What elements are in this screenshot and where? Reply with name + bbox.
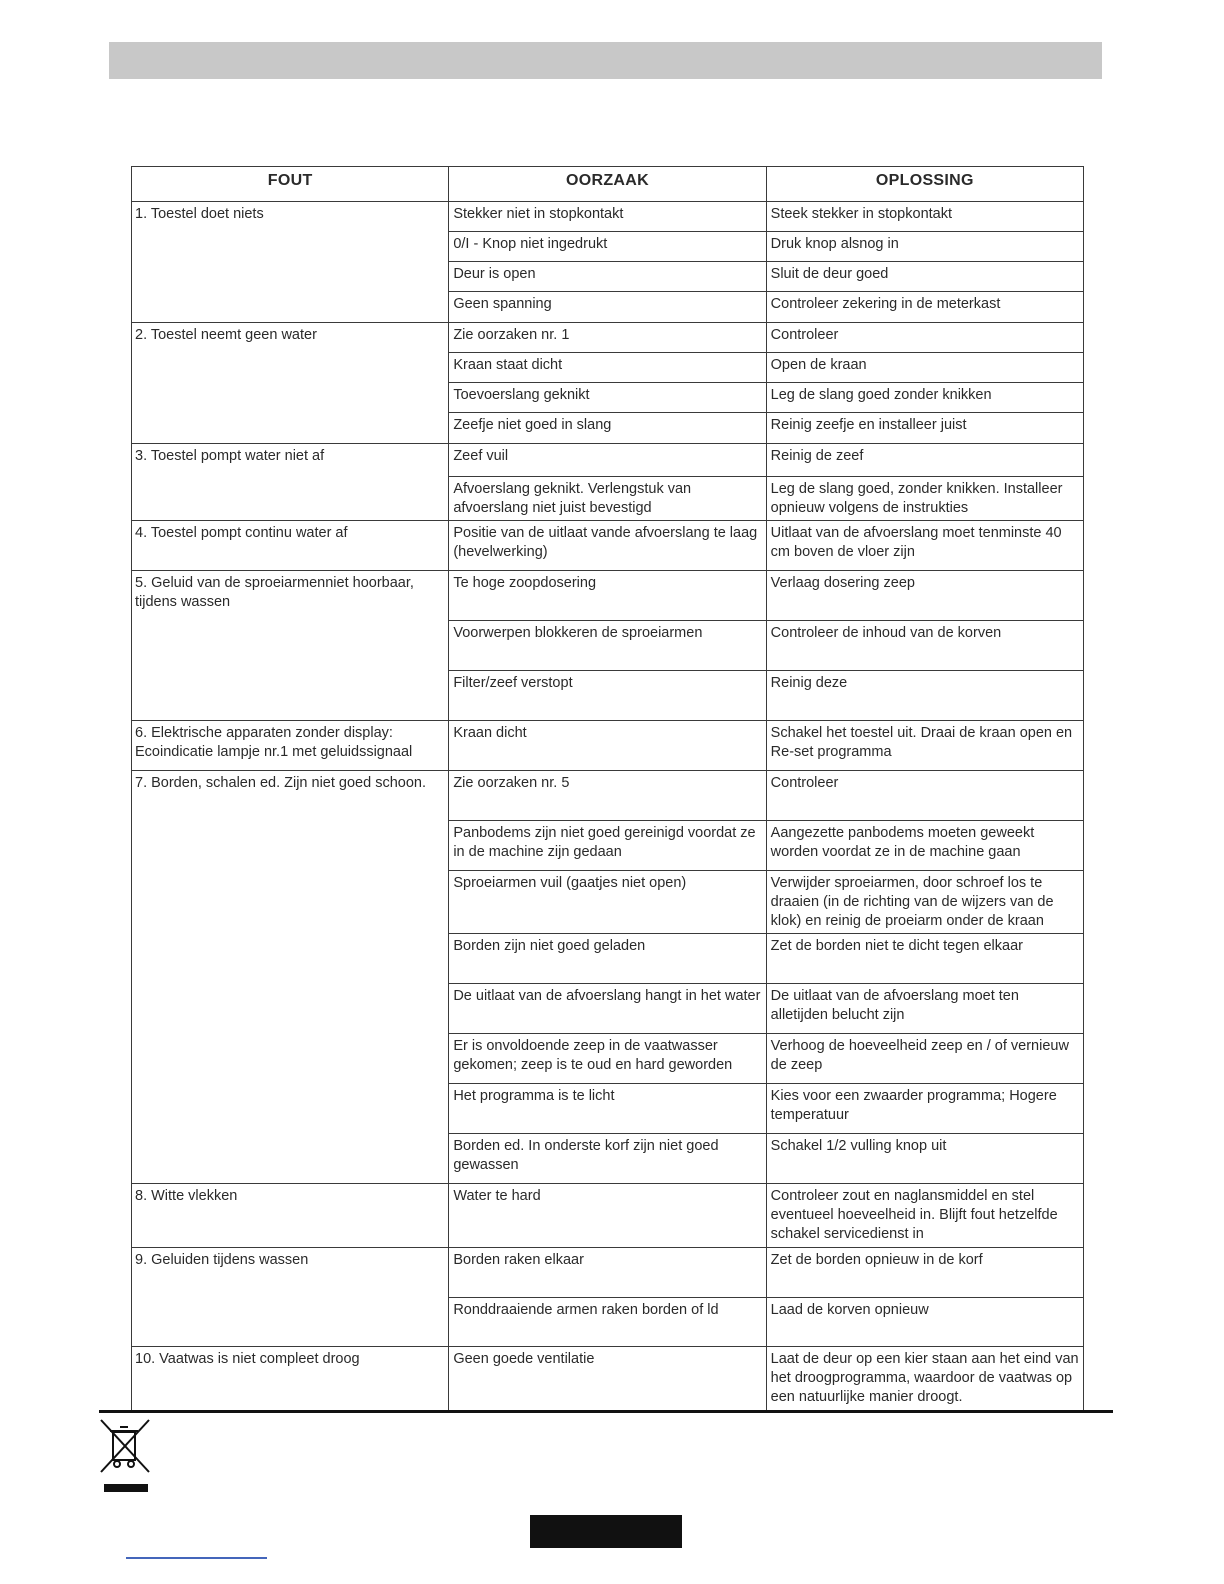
cause-cell: Borden raken elkaar [449,1248,766,1298]
cause-cell: Afvoerslang geknikt. Verlengstuk van afvoerslang niet juist bevestigd [449,477,766,521]
cause-cell: Voorwerpen blokkeren de sproeiarmen [449,621,766,671]
cause-cell: Borden ed. In onderste korf zijn niet goed gewassen [449,1134,766,1184]
solution-cell: Controleer de inhoud van de korven [766,621,1083,671]
cause-cell: Sproeiarmen vuil (gaatjes niet open) [449,871,766,934]
cause-cell: Stekker niet in stopkontakt [449,202,766,232]
solution-cell: Kies voor een zwaarder programma; Hogere temperatuur [766,1084,1083,1134]
fault-cell: 7. Borden, schalen ed. Zijn niet goed schoon. [132,771,449,1184]
table-header-row [132,167,1084,202]
cause-cell: Ronddraaiende armen raken borden of ld [449,1298,766,1347]
cause-cell: Zie oorzaken nr. 5 [449,771,766,821]
section-header-band [109,42,1102,79]
solution-cell: Verhoog de hoeveelheid zeep en / of vernieuw de zeep [766,1034,1083,1084]
cause-cell: Toevoerslang geknikt [449,383,766,413]
solution-cell: Schakel 1/2 vulling knop uit [766,1134,1083,1184]
solution-cell: Reinig deze [766,671,1083,721]
fault-cell: 5. Geluid van de sproeiarmenniet hoorbaar, tijdens wassen [132,571,449,721]
solution-cell: Zet de borden niet te dicht tegen elkaar [766,934,1083,984]
table-row [132,771,1084,821]
column-header-cause: OORZAAK [449,167,766,202]
table-row [132,323,1084,353]
cause-cell: De uitlaat van de afvoerslang hangt in het water [449,984,766,1034]
cause-cell: Kraan dicht [449,721,766,771]
cause-cell: Kraan staat dicht [449,353,766,383]
solution-cell: Verlaag dosering zeep [766,571,1083,621]
footer-link-line [126,1557,267,1559]
fault-cell: 6. Elektrische apparaten zonder display: Ecoindicatie lampje nr.1 met geluidssignaal [132,721,449,771]
fault-cell: 1. Toestel doet niets [132,202,449,323]
cause-cell: Filter/zeef verstopt [449,671,766,721]
cause-cell: Panbodems zijn niet goed gereinigd voordat ze in de machine zijn gedaan [449,821,766,871]
solution-cell: Sluit de deur goed [766,262,1083,292]
solution-cell: Laat de deur op een kier staan aan het eind van het droogprogramma, waardoor de vaatwas op een natuurlijke manier droogt. [766,1347,1083,1411]
fault-cell: 2. Toestel neemt geen water [132,323,449,444]
cause-cell: Water te hard [449,1184,766,1248]
fault-cell: 9. Geluiden tijdens wassen [132,1248,449,1347]
table-row [132,571,1084,621]
solution-cell: Leg de slang goed zonder knikken [766,383,1083,413]
footer-divider [99,1410,1113,1413]
cause-cell: Geen spanning [449,292,766,323]
table-row [132,1248,1084,1298]
solution-cell: Open de kraan [766,353,1083,383]
solution-cell: Reinig zeefje en installeer juist [766,413,1083,444]
fault-cell: 3. Toestel pompt water niet af [132,444,449,521]
table-row [132,1184,1084,1248]
cause-cell: Zeefje niet goed in slang [449,413,766,444]
table-body [132,202,1084,1411]
table-row [132,202,1084,232]
solution-cell: Aangezette panbodems moeten geweekt worden voordat ze in de machine gaan [766,821,1083,871]
troubleshooting-table [131,166,1084,1411]
solution-cell: Controleer [766,323,1083,353]
cause-cell: Te hoge zoopdosering [449,571,766,621]
cause-cell: Zeef vuil [449,444,766,477]
solution-cell: Controleer zekering in de meterkast [766,292,1083,323]
cause-cell: Geen goede ventilatie [449,1347,766,1411]
solution-cell: Schakel het toestel uit. Draai de kraan open en Re-set programma [766,721,1083,771]
table-row [132,1347,1084,1411]
fault-cell: 4. Toestel pompt continu water af [132,521,449,571]
crossed-out-wheelie-bin-icon [99,1418,151,1474]
table-row [132,444,1084,477]
solution-cell: Steek stekker in stopkontakt [766,202,1083,232]
table-row [132,721,1084,771]
solution-cell: Controleer zout en naglansmiddel en stel eventueel hoeveelheid in. Blijft fout hetzelfde schakel servicedienst in [766,1184,1083,1248]
solution-cell: Druk knop alsnog in [766,232,1083,262]
solution-cell: Leg de slang goed, zonder knikken. Installeer opnieuw volgens de instrukties [766,477,1083,521]
solution-cell: Reinig de zeef [766,444,1083,477]
fault-cell: 10. Vaatwas is niet compleet droog [132,1347,449,1411]
solution-cell: Verwijder sproeiarmen, door schroef los te draaien (in de richting van de wijzers van de klok) en reinig de proeiarm onder de kraan [766,871,1083,934]
solution-cell: Zet de borden opnieuw in de korf [766,1248,1083,1298]
solution-cell: Laad de korven opnieuw [766,1298,1083,1347]
solution-cell: Controleer [766,771,1083,821]
solution-cell: De uitlaat van de afvoerslang moet ten alletijden belucht zijn [766,984,1083,1034]
cause-cell: Het programma is te licht [449,1084,766,1134]
cause-cell: Zie oorzaken nr. 1 [449,323,766,353]
cause-cell: Positie van de uitlaat vande afvoerslang te laag (hevelwerking) [449,521,766,571]
cause-cell: Borden zijn niet goed geladen [449,934,766,984]
column-header-solution: OPLOSSING [766,167,1083,202]
table-row [132,521,1084,571]
page-number-box [530,1515,682,1548]
cause-cell: Deur is open [449,262,766,292]
disposal-bar [104,1484,148,1492]
cause-cell: Er is onvoldoende zeep in de vaatwasser gekomen; zeep is te oud en hard geworden [449,1034,766,1084]
column-header-fault: FOUT [132,167,449,202]
cause-cell: 0/I - Knop niet ingedrukt [449,232,766,262]
solution-cell: Uitlaat van de afvoerslang moet tenminste 40 cm boven de vloer zijn [766,521,1083,571]
fault-cell: 8. Witte vlekken [132,1184,449,1248]
